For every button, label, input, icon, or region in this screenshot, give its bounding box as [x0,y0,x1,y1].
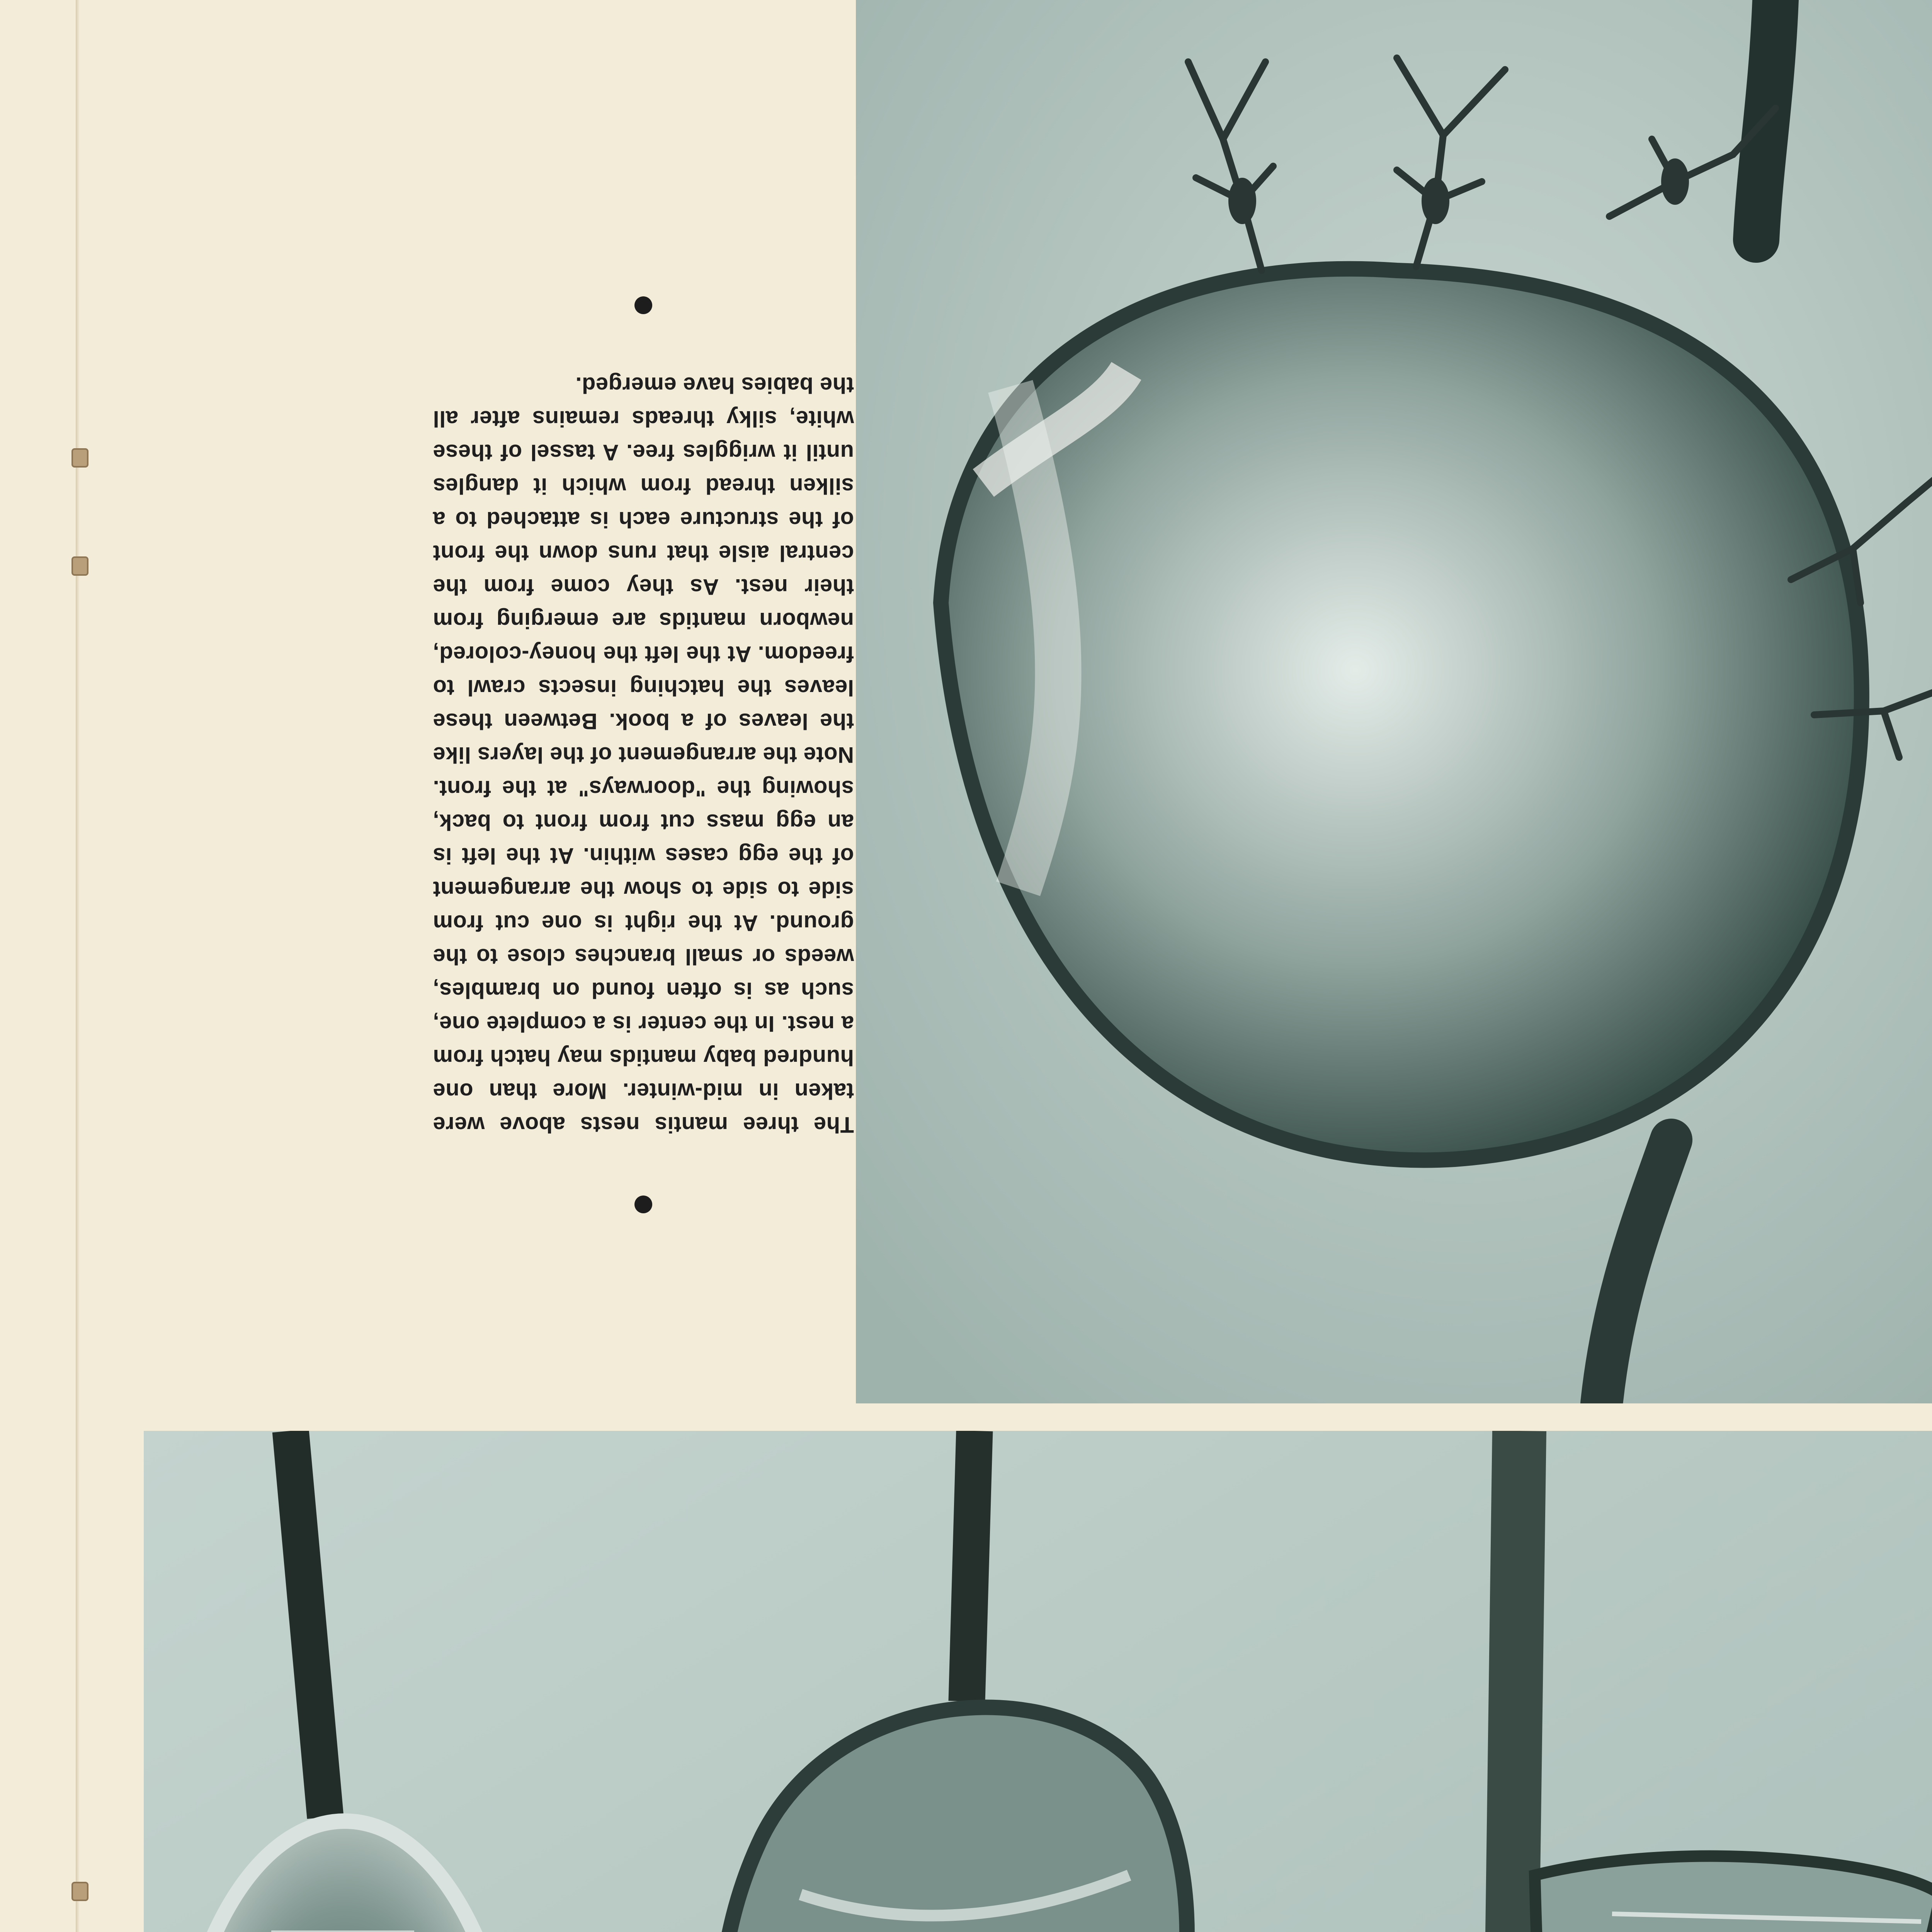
hatching-nest-illustration [856,0,1932,1403]
three-nests-illustration [144,1431,1932,1932]
staple [71,1882,88,1901]
caption-text: The three mantis nests above were taken in mid-winter. More than one hundred baby mantids may hatch from a nest. In the center is a complete one, such as is often found on brambles, weeds or small branches close to the ground. At the right is one cut from side to side to show the arrangement of the egg cases within. At the left is an egg mass cut from front to back, showing the "doorways" at the front. Note the arrangement of the layers like the leaves of a book. Between these leaves the hatching insects crawl to freedom. At the left the honey-colored, newborn mantids are emerging from their nest. As they come from the central aisle that runs down the front of the structure each is attached to a silken thread from which it dangles until it wriggles free. A tassel of these white, silky threads remains after all the babies have emerged. [433,372,854,1137]
staple [71,556,88,576]
hatching-nest-photo [856,0,1932,1403]
bullet-dot [634,1196,652,1213]
three-nests-photo [144,1431,1932,1932]
bullet-dot [634,296,652,314]
caption-block [433,236,854,1213]
page-fold [76,0,80,1932]
staple [71,448,88,468]
